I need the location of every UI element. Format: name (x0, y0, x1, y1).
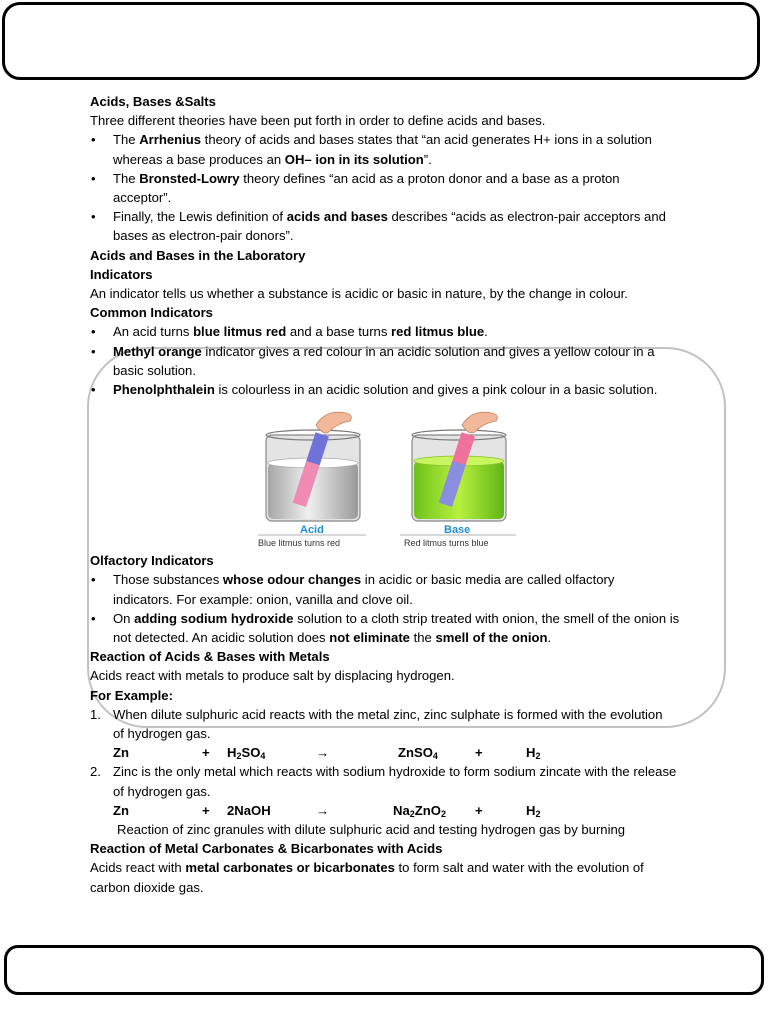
base-label: Base (444, 524, 471, 537)
list-item: 2. Zinc is the only metal which reacts with sodium hydroxide to form sodium zincate with the release of hydrogen gas. (90, 764, 677, 799)
carbonates-text: Acids react with metal carbonates or bicarbonates to form salt and water with the evolution of carbon dioxide gas. (90, 860, 644, 895)
indicators-text: An indicator tells us whether a substance is acidic or basic in nature, by the change in colour. (90, 286, 628, 302)
litmus-beakers-illustration (254, 403, 524, 551)
acid-label: Acid (300, 524, 324, 537)
intro-text: Three different theories have been put forth in order to define acids and bases. (90, 113, 546, 129)
section-title-olfactory: Olfactory Indicators (90, 553, 214, 569)
section-title-lab: Acids and Bases in the Laboratory (90, 247, 306, 263)
section-title-common-indicators: Common Indicators (90, 305, 213, 321)
base-caption: Red litmus turns blue (404, 538, 489, 549)
examples-list (90, 705, 690, 743)
list-item: • Phenolphthalein is colourless in an acidic solution and gives a pink colour in a basic solution. (90, 380, 713, 399)
base-beaker (412, 412, 506, 521)
item-number: 1. (90, 706, 101, 722)
theories-list (90, 130, 690, 245)
list-item: • On adding sodium hydroxide solution to a cloth strip treated with onion, the smell of the onion is not detected. An acidic solution does not eliminate the smell of the onion. (90, 609, 691, 647)
olfactory-list (90, 570, 690, 647)
list-item: • The Arrhenius theory of acids and bases states that “an acid generates H+ ions in a solution whereas a base produces an OH– ion in its solution”. (90, 130, 703, 168)
list-item: • The Bronsted-Lowry theory defines “an acid as a proton donor and a base as a proton acceptor”. (90, 169, 653, 207)
metals-text: Acids react with metals to produce salt by displacing hydrogen. (90, 668, 455, 684)
arrhenius-term: Arrhenius (139, 132, 202, 148)
list-item: • Those substances whose odour changes in acidic or basic media are called olfactory indicators. For example: onion, vanilla and clove oil. (90, 570, 653, 608)
arrow-icon: → (316, 745, 330, 761)
litmus-test-figure (254, 403, 524, 551)
examples-list-continued (90, 762, 690, 800)
item-number: 2. (90, 764, 101, 780)
section-title-indicators: Indicators (90, 266, 153, 282)
section-title-acids-bases-salts: Acids, Bases &Salts (90, 94, 216, 109)
acid-beaker (266, 412, 360, 521)
list-item: • Finally, the Lewis definition of acids and bases describes “acids as electron-pair acceptors and bases as electron-pair donors”. (90, 207, 673, 245)
section-title-metals: Reaction of Acids & Bases with Metals (90, 649, 330, 665)
equation-zinc-naoh: Zn + 2NaOH → $Na_2ZnO_2$ + $H_2$ (113, 802, 541, 819)
example-title: For Example: (90, 687, 173, 703)
acid-caption: Blue litmus turns red (258, 538, 341, 549)
equation-zinc-sulphuric: Zn + $H_2SO_4$ → ZnSO$_4$ + $H_2$ (113, 745, 541, 762)
common-indicators-list (90, 322, 690, 399)
list-item: • Methyl orange indicator gives a red colour in an acidic solution and gives a yellow colour in a basic solution. (90, 342, 683, 380)
footer-frame (4, 945, 764, 995)
list-item: 1. When dilute sulphuric acid reacts with the metal zinc, zinc sulphate is formed with the evolution of hydrogen gas. (90, 706, 663, 742)
section-title-carbonates: Reaction of Metal Carbonates & Bicarbonates with Acids (90, 841, 443, 857)
list-item: • An acid turns blue litmus red and a base turns red litmus blue. (90, 322, 690, 341)
arrow-icon: → (316, 802, 330, 818)
zinc-reaction-note: Reaction of zinc granules with dilute sulphuric acid and testing hydrogen gas by burning (117, 822, 626, 838)
header-frame (2, 2, 760, 80)
bronsted-lowry-term: Bronsted-Lowry (139, 170, 240, 186)
page-content (90, 92, 690, 897)
